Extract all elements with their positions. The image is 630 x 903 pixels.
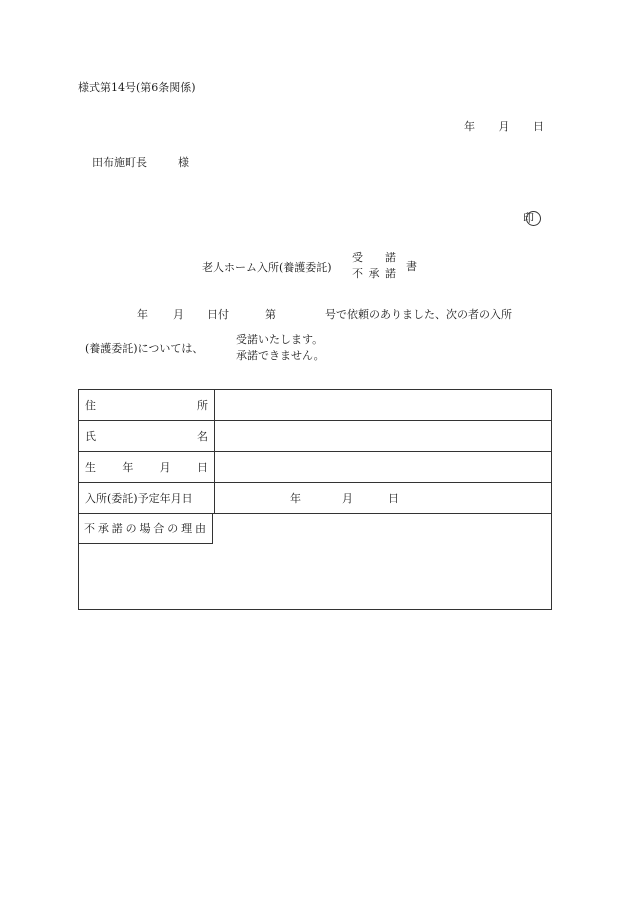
birthdate-label-char-3: 月 [159,461,171,474]
address-value[interactable] [215,390,552,421]
address-label-char-1: 住 [85,399,96,412]
name-value[interactable] [215,421,552,452]
table-row-name [79,421,552,452]
address-label-char-2: 所 [197,399,208,412]
reason-label [78,513,213,544]
reason-label-char-5: 場 [139,522,151,535]
reason-area[interactable] [79,514,552,610]
birthdate-label-char-1: 生 [85,461,96,474]
address-label [79,390,215,421]
admission-year: 年 [290,492,301,505]
title-option-reject [352,268,396,279]
reason-label-char-3: 諾 [111,522,123,535]
reason-label-char-1: 不 [84,522,95,535]
reason-label-char-8: 理 [181,522,193,535]
admission-label [79,483,215,514]
name-label-char-2: 名 [197,430,208,443]
title-reject-char-1: 不 [352,267,363,280]
reason-label-char-7: の [167,522,179,535]
seal-mark [523,211,541,226]
table-row-address [79,390,552,421]
date-month: 月 [498,120,510,133]
seal-circle-icon [526,211,541,226]
date-day: 日 [533,120,544,133]
admission-value[interactable] [215,483,552,514]
reason-label-char-6: 合 [153,522,165,535]
addressee [92,157,189,168]
title-reject-char-2: 承 [368,267,380,280]
name-label [79,421,215,452]
name-label-char-1: 氏 [85,430,96,443]
document-title: 老人ホーム入所(養護委託) [202,261,332,274]
body-month: 月 [173,308,184,321]
reason-label-char-9: 由 [195,522,206,535]
applicant-table [78,389,552,610]
body-number-prefix: 第 [265,308,276,321]
reason-label-char-2: 承 [97,522,109,535]
form-number: 様式第14号(第6条関係) [78,81,196,94]
choice-reject: 承諾できません。 [236,349,325,362]
birthdate-label-char-4: 日 [196,461,208,474]
date-line [464,121,544,132]
date-year: 年 [464,120,475,133]
table-row-birthdate [79,452,552,483]
title-accept-char-1: 受 [352,251,363,264]
seal-char: 印 [523,211,534,225]
title-option-accept [352,252,396,263]
birthdate-value[interactable] [215,452,552,483]
title-reject-char-3: 諾 [385,267,396,280]
admission-day: 日 [388,492,399,505]
body-request-text: 号で依頼のありました、次の者の入所 [325,308,512,321]
table-row-reason [79,514,552,610]
birthdate-label [79,452,215,483]
title-suffix: 書 [406,260,417,273]
addressee-honorific: 様 [178,156,189,169]
title-accept-char-2: 諾 [385,251,396,264]
choice-accept: 受諾いたします。 [236,333,324,346]
addressee-name: 田布施町長 [92,156,147,169]
reason-label-char-4: の [125,522,137,535]
body-day: 日付 [207,308,229,321]
table-row-admission [79,483,552,514]
admission-month: 月 [342,492,353,505]
admission-label-text: 入所(委託)予定年月日 [85,492,193,505]
body-year: 年 [137,308,148,321]
body-line2: (養護委託)については、 [85,342,204,355]
birthdate-label-char-2: 年 [122,461,134,474]
